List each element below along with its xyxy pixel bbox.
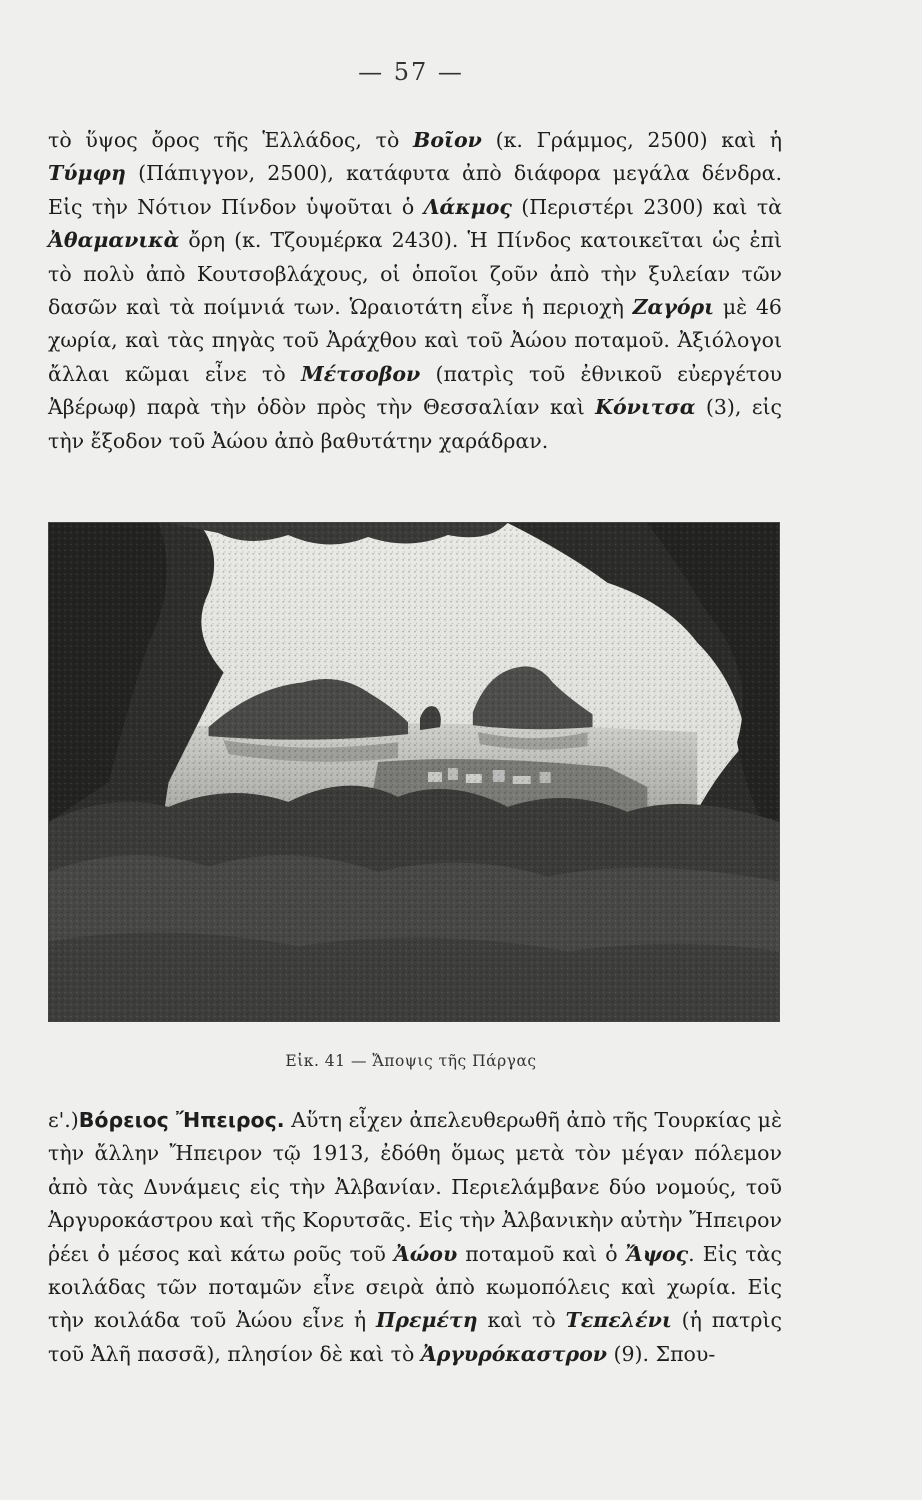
figure-caption: Εἰκ. 41 — Ἄποψις τῆς Πάργας bbox=[285, 1052, 537, 1070]
text-run: (Περιστέρι 2300) καὶ τὰ bbox=[511, 194, 783, 219]
text-run: μὲ 46 χωρία, καὶ τὰς πηγὰς τοῦ Ἀράχθου καὶ τοῦ Ἀώου ποταμοῦ. Ἀξιόλογοι ἄλλαι κῶμαι εἶνε τὸ bbox=[48, 295, 782, 386]
place-name-premeti: Πρεμέτη bbox=[375, 1308, 478, 1333]
place-name-voion: Βοῖον bbox=[413, 128, 482, 152]
text-run: (9). Σπου- bbox=[607, 1341, 716, 1366]
text-run: τὸ ὕψος ὄρος τῆς Ἑλλάδος, τὸ bbox=[48, 128, 414, 152]
paragraph-pindos bbox=[48, 124, 782, 458]
section-label: ε'.) bbox=[48, 1108, 79, 1132]
figure-parga-photo bbox=[48, 522, 780, 1022]
place-name-lakmos: Λάκμος bbox=[423, 194, 512, 219]
text-run: καὶ τὸ bbox=[477, 1308, 566, 1333]
section-heading: Βόρειος Ἤπειρος. bbox=[78, 1108, 285, 1132]
text-run: (ἡ πατρὶς τοῦ Ἀλῆ πασσᾶ), πλησίον δὲ καὶ τὸ bbox=[48, 1308, 782, 1366]
text-run: Αὕτη εἶχεν ἀπελευθερωθῆ ἀπὸ τῆς Τουρκίας μὲ τὴν ἄλλην Ἤπειρον τῷ 1913, ἐδόθη ὅμως μετὰ τὸν μέγαν πόλεμον ἀπὸ τὰς Δυνάμεις εἰς τὴν Ἀλβανίαν. Περιελάμβανε δύο νομούς, τοῦ Ἀργυροκάστρου καὶ τῆς Κορυτσᾶς. Εἰς τὴν Ἀλβανικὴν αὐτὴν Ἤπειρον ῥέει ὁ μέσος καὶ κάτω ροῦς τοῦ bbox=[48, 1108, 782, 1266]
paragraph-northern-epirus bbox=[48, 1104, 782, 1371]
text-run: ποταμοῦ καὶ ὁ bbox=[457, 1241, 626, 1266]
parga-landscape-image bbox=[49, 523, 779, 1021]
place-name-argyrokastron: Ἀργυρόκαστρον bbox=[420, 1341, 607, 1366]
river-name-apsos: Ἄψος bbox=[625, 1241, 689, 1266]
text-run: ὄρη (κ. Τζουμέρκα 2430). Ἡ Πίνδος κατοικεῖται ὡς ἐπὶ τὸ πολὺ ἀπὸ Κουτσοβλάχους, οἱ ὁποῖοι ζοῦν ἀπὸ τὴν ξυλείαν τῶν δασῶν καὶ τὰ ποίμνιά των. Ὡραιοτάτη εἶνε ἡ περιοχὴ bbox=[48, 228, 782, 320]
text-run: (πατρὶς τοῦ ἐθνικοῦ εὐεργέτου Ἀβέρωφ) παρὰ τὴν ὁδὸν πρὸς τὴν Θεσσαλίαν καὶ bbox=[48, 361, 783, 420]
place-name-tepeleni: Τεπελένι bbox=[565, 1308, 672, 1333]
text-run: (κ. Γράμμος, 2500) καὶ ἡ bbox=[481, 128, 782, 152]
page-number: — 57 — bbox=[358, 58, 464, 86]
place-name-konitsa: Κόνιτσα bbox=[595, 395, 696, 420]
place-name-athamanika: Ἀθαμανικὰ bbox=[48, 228, 180, 253]
place-name-tymfi: Τύμφη bbox=[48, 161, 126, 186]
place-name-metsovon: Μέτσοβον bbox=[301, 361, 421, 386]
river-name-aoos: Ἀώου bbox=[393, 1241, 458, 1266]
text-run: . Εἰς τὰς κοιλάδας τῶν ποταμῶν εἶνε σειρὰ ἀπὸ κωμοπόλεις καὶ χωρία. Εἰς τὴν κοιλάδα τοῦ Ἀώου εἶνε ἡ bbox=[48, 1241, 782, 1333]
text-run: (Πάπιγγον, 2500), κατάφυτα ἀπὸ διάφορα μεγάλα δένδρα. Εἰς τὴν Νότιον Πίνδον ὑψοῦται ὁ bbox=[48, 161, 782, 219]
place-name-zagori: Ζαγόρι bbox=[632, 295, 715, 320]
text-run: (3), εἰς τὴν ἔξοδον τοῦ Ἀώου ἀπὸ βαθυτάτην χαράδραν. bbox=[48, 395, 782, 453]
